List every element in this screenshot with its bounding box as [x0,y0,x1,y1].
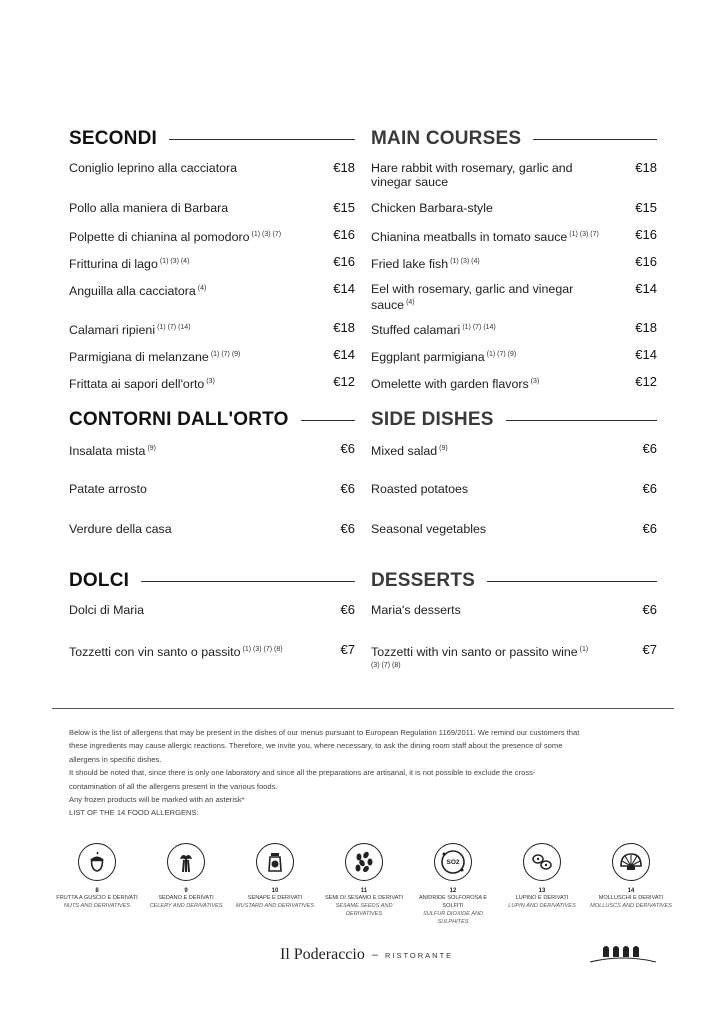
menu-item [69,348,355,364]
menu-item [371,255,657,271]
allergen-number: 8 [95,888,99,894]
menu-item [371,161,657,189]
menu-item [69,522,355,536]
section-header [69,408,355,432]
item-name: Maria's desserts [371,603,461,617]
allergen-label-en: LUPIN AND DERIVATIVES [508,903,576,909]
allergen-codes: (1) (3) (7) [251,231,282,238]
menu-item [69,282,355,298]
section-title: SIDE DISHES [371,409,494,430]
allergen-molluscs [586,843,676,910]
item-price: €16 [635,254,657,269]
item-name: Anguilla alla cacciatora $^{(4)}$ [69,284,207,299]
notice-line: LIST OF THE 14 FOOD ALLERGENS: [69,808,199,818]
menu-item [69,321,355,337]
allergen-number: 13 [538,888,546,894]
section-rule [533,139,657,140]
allergen-codes: (1) (3) (7) (8) [242,646,283,653]
section-rule [487,581,657,582]
menu-item [371,442,657,458]
allergen-codes: (1) (3) (4) [450,258,480,265]
item-name: Seasonal vegetables [371,522,487,536]
allergen-notice [69,726,659,820]
sesame-icon [345,843,383,881]
allergen-icons [52,843,674,943]
item-price: €16 [333,227,355,242]
item-price: €18 [333,320,355,335]
item-name: Dolci di Maria [69,603,145,617]
italian-menu-column [69,0,355,700]
allergen-nuts [52,843,142,910]
allergen-codes: (1) (7) (9) [210,351,241,358]
allergen-sulphites [408,843,498,926]
item-name: Chianina meatballs in tomato sauce $^{(1) (3) (7)}$ [371,230,599,245]
notice-line: Below is the list of allergens that may be present in the dishes of our menus pursuant to European Regulation 1169/2011. We remind our customers that [69,728,580,737]
allergen-codes: (3) [206,378,215,385]
item-name: Tozzetti with vin santo or passito wine $^{(1)}$ $^{(3) (7) (8)}$ [371,645,589,670]
menu-item [371,282,657,312]
allergen-codes: (1) (3) (4) [159,258,190,265]
item-name: Coniglio leprino alla cacciatora [69,161,238,175]
item-price: €6 [642,441,657,456]
shell-icon [612,843,650,881]
allergen-codes: (1) (7) (14) [157,324,191,331]
allergen-label-en: SESAME SEEDS AND DERIVATIVES [335,903,393,917]
section-header [371,569,657,593]
item-name: Pollo alla maniera di Barbara [69,201,229,215]
allergen-label-en: NUTS AND DERIVATIVES [63,903,131,909]
allergen-number: 12 [449,888,457,894]
item-name: Hare rabbit with rosemary, garlic and vinegar sauce [371,161,573,189]
item-name: Eel with rosemary, garlic and vinegar sauce $^{(4)}$ [371,282,574,313]
section-title: SECONDI [69,128,157,149]
allergen-label-en: CELERY AND DERIVATIVES [149,903,223,909]
allergen-codes: (9) [147,445,157,452]
allergen-label-en: MOLLUSCS AND DERIVATIVES [590,903,672,909]
item-price: €16 [333,254,355,269]
section-title: MAIN COURSES [371,128,522,149]
item-name: Patate arrosto [69,482,147,496]
item-price: €15 [333,200,355,215]
allergen-codes-continued: (3) (7) (8) [371,662,401,670]
allergen-number: 10 [271,888,279,894]
side-dishes-section [371,408,657,440]
item-price: €6 [642,481,657,496]
menu-item [69,482,355,496]
allergen-label-it: ANIDRIDE SOLFOROSA E SOLFITI [418,895,488,909]
menu-item [69,442,355,458]
dolci-section [69,569,355,601]
item-price: €16 [635,227,657,242]
item-price: €18 [333,160,355,175]
item-price: €6 [340,602,355,617]
item-name: Frittata ai sapori dell'orto $^{(3)}$ [69,377,215,392]
allergen-codes: (1) (7) (9) [486,351,517,358]
menu-item [371,375,657,391]
section-title: DESSERTS [371,570,476,591]
item-price: €14 [635,281,657,296]
allergen-label-it: LUPINO E DERIVATI [515,895,569,901]
brand-name: Il Poderaccio [280,946,365,963]
item-name: Tozzetti con vin santo o passito $^{(1) (3) (7) (8)}$ [69,645,283,660]
section-rule [301,420,355,421]
item-price: €6 [642,602,657,617]
item-price: €12 [635,374,657,389]
notice-line: contamination of all the allergens present in the various foods. [69,781,278,791]
item-price: €14 [333,281,355,296]
allergen-label-it: SEMI DI SESAMO E DERIVATI [324,895,404,901]
item-price: €6 [340,481,355,496]
allergen-label-it: MOLLUSCHI E DERIVATI [598,895,664,901]
item-name: Mixed salad $^{(9)}$ [371,444,448,459]
allergen-number: 14 [627,888,635,894]
item-name: Fritturina di lago $^{(1) (3) (4)}$ [69,257,190,272]
arches-logo-icon [588,942,658,966]
item-name: Omelette with garden flavors $^{(3)}$ [371,377,540,392]
menu-item [371,522,657,536]
item-price: €7 [642,642,657,657]
item-price: €6 [340,441,355,456]
menu-item [371,228,657,244]
menu-item [69,255,355,271]
lupin-icon [523,843,561,881]
item-price: €6 [340,521,355,536]
item-price: €18 [635,160,657,175]
section-title: CONTORNI DALL'ORTO [69,409,289,430]
allergen-lupin [497,843,587,910]
notice-line: It should be noted that, since there is only one laboratory and since all the preparations are artisanal, it is not possible to exclude the cross- [69,768,536,778]
allergen-label-it: SEDANO E DERIVATI [158,895,214,901]
item-name: Insalata mista $^{(9)}$ [69,444,157,459]
menu-item [69,228,355,244]
secondi-section [69,127,355,159]
desserts-section [371,569,657,601]
celery-icon [167,843,205,881]
allergen-codes: (4) [197,285,207,292]
item-name: Parmigiana di melanzane $^{(1) (7) (9)}$ [69,350,241,365]
section-header [69,127,355,151]
footer-divider [52,708,674,709]
item-price: €14 [333,347,355,362]
allergen-number: 9 [184,888,188,894]
menu-item [69,603,355,617]
brand-dash: – [371,949,378,961]
menu-item [371,603,657,617]
mustard-icon [256,843,294,881]
item-name: Polpette di chianina al pomodoro $^{(1) (3) (7)}$ [69,230,282,245]
allergen-codes: (1) (7) (14) [462,324,496,331]
contorni-section [69,408,355,440]
allergen-label-it: FRUTTA A GUSCIO E DERIVATI [56,895,138,901]
section-header [371,127,657,151]
section-header [69,569,355,593]
item-name: Eggplant parmigiana $^{(1) (7) (9)}$ [371,350,517,365]
item-price: €12 [333,374,355,389]
allergen-codes: (3) [530,378,540,385]
allergen-label-en: SULFUR DIOXIDE AND SULPHITES [422,911,484,925]
allergen-codes: (9) [439,445,448,452]
menu-item [371,321,657,337]
item-price: €15 [635,200,657,215]
item-name: Verdure della casa [69,522,172,536]
sulphites-icon [434,843,472,881]
menu-item [371,348,657,364]
section-rule [506,420,657,421]
allergen-label-en: MUSTARD AND DERIVATIVES [235,903,315,909]
item-name: Fried lake fish $^{(1) (3) (4)}$ [371,257,480,272]
brand-footer [280,946,453,964]
section-header [371,408,657,432]
menu-item [69,375,355,391]
notice-line: these ingredients may cause allergic reactions. Therefore, we invite you, where necessary, to ask the dining room staff about the presence of some [69,741,563,751]
so2-badge: SO2 [446,858,460,866]
item-price: €18 [635,320,657,335]
item-name: Chicken Barbara-style [371,201,493,215]
notice-line: Any frozen products will be marked with an asterisk* [69,795,245,805]
allergen-mustard [230,843,320,910]
section-title: DOLCI [69,570,130,591]
allergen-celery [141,843,231,910]
item-name: Calamari ripieni $^{(1) (7) (14)}$ [69,323,191,338]
menu-item [69,643,355,659]
menu-item [69,201,355,215]
menu-item [371,482,657,496]
allergen-sesame [319,843,409,918]
menu-item [371,201,657,215]
section-rule [141,581,355,582]
allergen-label-it: SENAPE E DERIVATI [247,895,303,901]
english-menu-column [371,0,657,700]
item-name: Stuffed calamari $^{(1) (7) (14)}$ [371,323,496,338]
item-price: €6 [642,521,657,536]
item-name: Roasted potatoes [371,482,469,496]
menu-item [371,643,657,675]
brand-subtitle: RISTORANTE [384,950,454,960]
main-courses-section [371,127,657,159]
allergen-number: 11 [360,888,368,894]
menu-item [69,161,355,175]
allergen-codes: (4) [406,299,415,306]
item-price: €14 [635,347,657,362]
allergen-codes: (1) [579,646,589,653]
acorn-icon [78,843,116,881]
allergen-codes: (1) (3) (7) [569,231,599,238]
notice-line: allergens in specific dishes. [69,754,162,764]
item-price: €7 [340,642,355,657]
section-rule [169,139,355,140]
